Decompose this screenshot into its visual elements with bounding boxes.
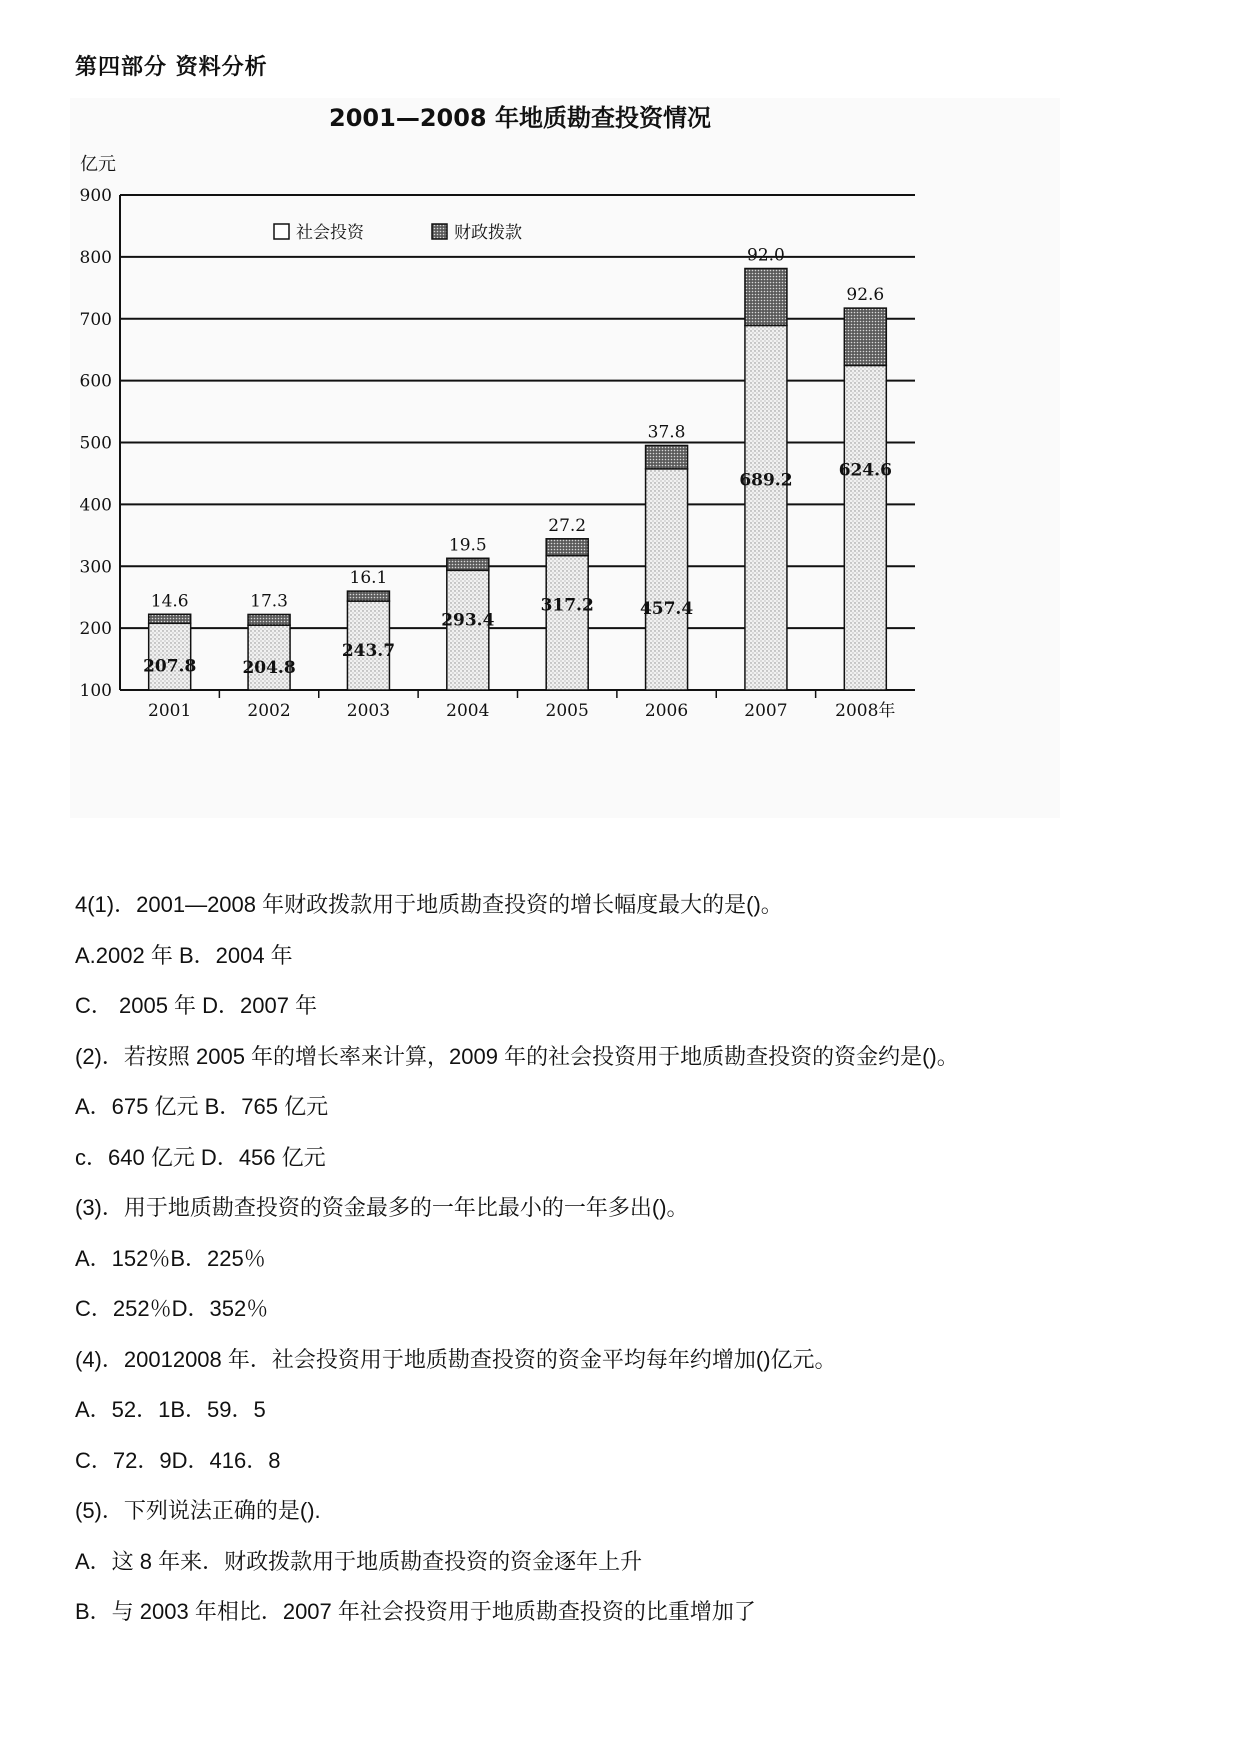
x-tick-label: 2001 — [148, 701, 192, 721]
option-line: A．52．1B．59．5 — [75, 1397, 266, 1422]
question-line: (3)．用于地质勘查投资的资金最多的一年比最小的一年多出()。 — [75, 1195, 689, 1220]
bar-fiscal — [248, 614, 290, 625]
bar-social — [646, 469, 688, 690]
y-tick-label: 800 — [79, 247, 112, 268]
bar-fiscal — [844, 308, 886, 365]
data-label-social: 457.4 — [639, 598, 694, 619]
bar-social — [745, 325, 787, 690]
data-label-social: 689.2 — [739, 470, 793, 491]
bar-fiscal — [347, 591, 389, 601]
stacked-bar-chart — [70, 98, 1060, 818]
x-tick-label: 2005 — [545, 701, 589, 721]
data-label-fiscal: 92.0 — [747, 245, 785, 266]
y-tick-label: 100 — [79, 681, 112, 701]
option-line: C．72．9D．416．8 — [75, 1447, 281, 1473]
y-tick-label: 900 — [79, 186, 112, 206]
data-label-social: 204.8 — [242, 658, 296, 679]
x-tick-label: 2004 — [446, 701, 490, 721]
y-tick-label: 500 — [79, 433, 112, 454]
question-list — [75, 880, 1175, 1638]
option-line: A.2002 年 B．2004 年 — [75, 942, 293, 968]
option-line: c．640 亿元 D．456 亿元 — [75, 1144, 326, 1170]
option-line: A．675 亿元 B．765 亿元 — [75, 1094, 329, 1119]
question-line: (4)．20012008 年．社会投资用于地质勘查投资的资金平均每年约增加()亿元。 — [75, 1346, 837, 1372]
y-axis-label: 亿元 — [80, 154, 116, 175]
data-label-fiscal: 27.2 — [548, 515, 587, 536]
bar-fiscal — [745, 269, 787, 326]
y-tick-label: 300 — [79, 557, 112, 578]
bar-fiscal — [646, 445, 688, 468]
question-line: 4(1)．2001—2008 年财政拨款用于地质勘查投资的增长幅度最大的是()。 — [75, 892, 783, 917]
x-tick-label: 2006 — [644, 701, 689, 721]
data-label-social: 293.4 — [441, 610, 495, 631]
chart-legend — [274, 222, 522, 243]
x-tick-label: 2002 — [247, 701, 291, 721]
option-line: C．252％D．352％ — [75, 1296, 269, 1321]
y-tick-label: 600 — [79, 371, 112, 392]
bar-social — [844, 365, 886, 690]
legend-label-fiscal: 财政拨款 — [454, 223, 522, 243]
data-label-fiscal: 37.8 — [647, 422, 686, 443]
legend-swatch-fiscal — [432, 224, 447, 239]
bar-fiscal — [546, 539, 588, 556]
y-tick-label: 200 — [79, 619, 112, 640]
section-title: 第四部分 资料分析 — [75, 55, 268, 80]
data-label-social: 243.7 — [341, 641, 396, 662]
data-label-fiscal: 92.6 — [846, 285, 885, 306]
bar-social — [546, 556, 588, 690]
y-tick-label: 400 — [79, 495, 112, 516]
data-label-fiscal: 14.6 — [150, 591, 189, 612]
question-line: (5)．下列说法正确的是(). — [75, 1498, 321, 1523]
grid-layer — [80, 186, 915, 701]
bar-fiscal — [149, 614, 191, 623]
bar-fiscal — [447, 558, 489, 570]
option-line: B．与 2003 年相比．2007 年社会投资用于地质勘查投资的比重增加了 — [75, 1599, 756, 1624]
chart-svg — [70, 98, 1060, 818]
data-label-social: 207.8 — [143, 656, 197, 677]
data-label-fiscal: 19.5 — [448, 535, 487, 556]
chart-title: 2001—2008 年地质勘查投资情况 — [329, 104, 711, 132]
x-tick-label: 2007 — [744, 701, 788, 721]
data-label-fiscal: 17.3 — [250, 591, 288, 612]
y-tick-label: 700 — [79, 309, 112, 330]
legend-label-social: 社会投资 — [296, 223, 364, 243]
legend-swatch-social — [274, 224, 289, 239]
data-label-social: 317.2 — [540, 595, 594, 616]
x-tick-label: 2003 — [346, 701, 391, 721]
option-line: A．这 8 年来．财政拨款用于地质勘查投资的资金逐年上升 — [75, 1548, 643, 1574]
x-tick-label: 2008年 — [835, 701, 896, 721]
data-label-social: 624.6 — [838, 460, 892, 481]
question-line: (2)．若按照 2005 年的增长率来计算，2009 年的社会投资用于地质勘查投资的资金约是()。 — [75, 1043, 959, 1069]
option-line: A．152％B．225％ — [75, 1245, 266, 1271]
data-label-fiscal: 16.1 — [349, 568, 388, 589]
option-line: C． 2005 年 D．2007 年 — [75, 993, 318, 1018]
